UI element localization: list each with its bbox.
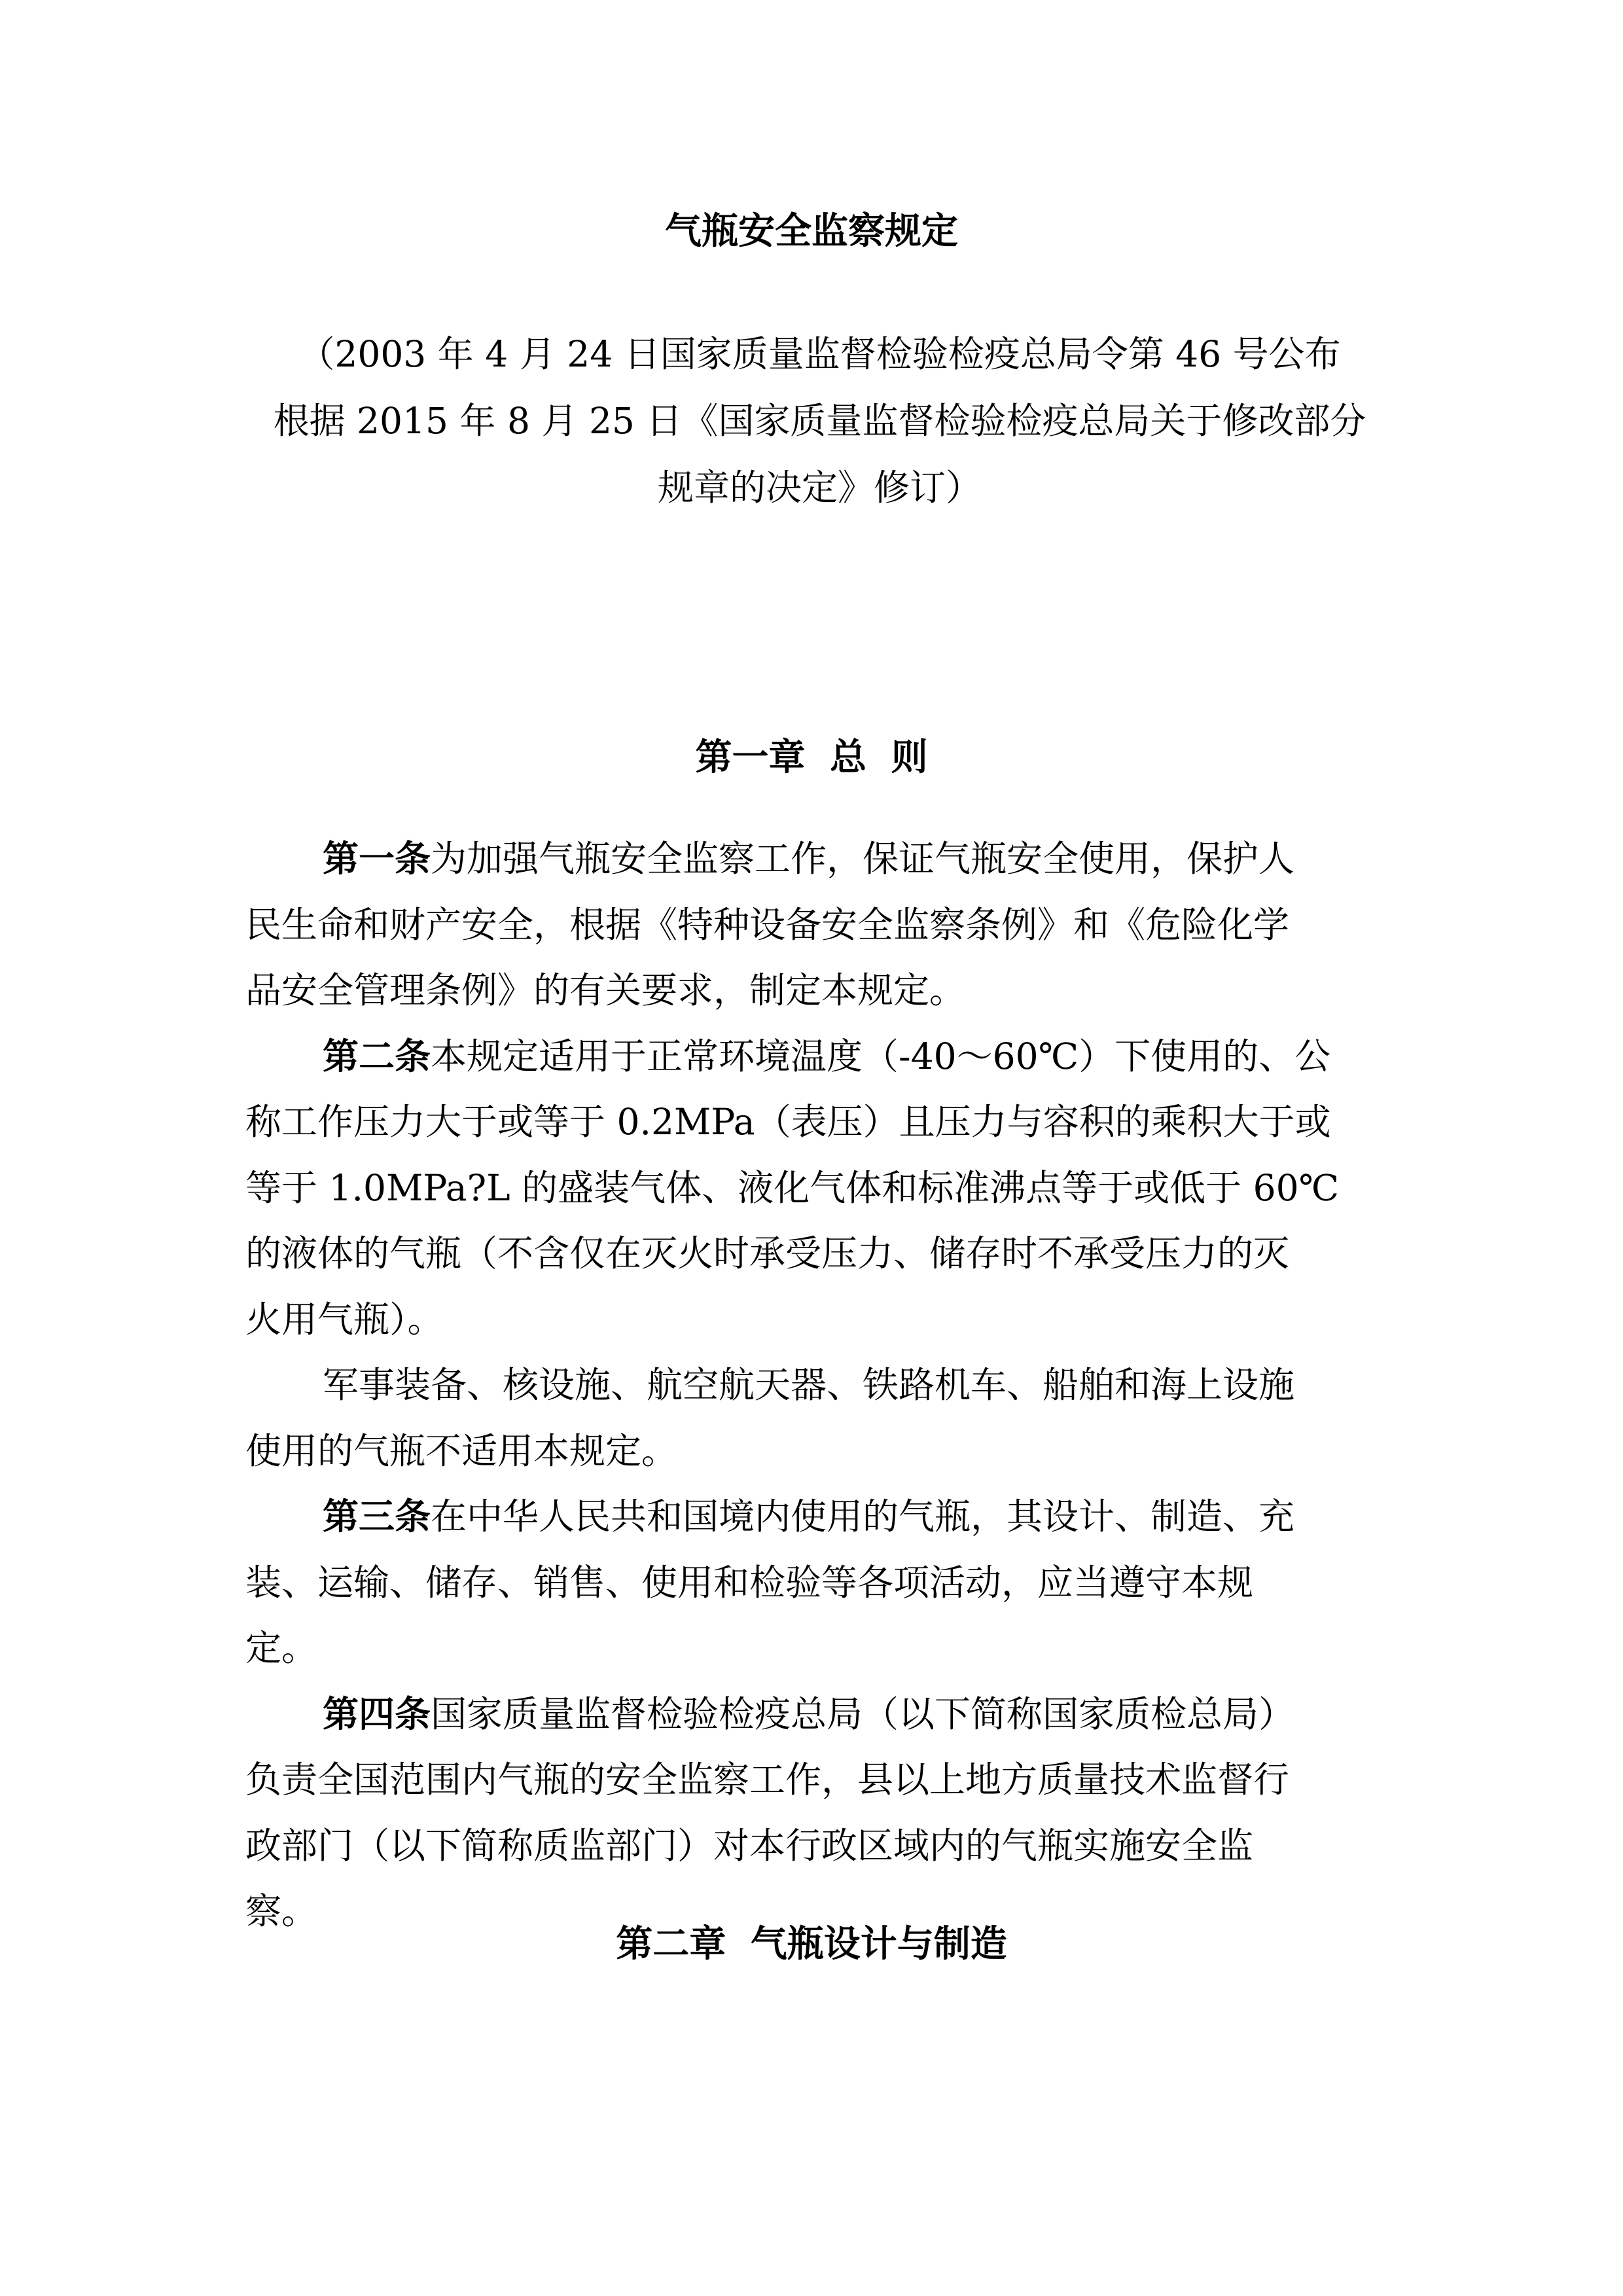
article-1-text: 为加强气瓶安全监察工作，保证气瓶安全使用，保护人: [431, 838, 1295, 880]
article-4-text: 察。: [245, 1890, 318, 1932]
chapter-1-body: [245, 826, 1384, 1945]
article-1-text: 品安全管理条例》的有关要求，制定本规定。: [245, 969, 966, 1011]
article-4: [245, 1681, 1384, 1945]
article-3-text: 定。: [245, 1627, 318, 1669]
article-4-label: 第四条: [323, 1693, 431, 1735]
document-subtitle: [245, 321, 1394, 521]
subtitle-line: 规章的决定》修订）: [657, 467, 982, 509]
article-3-text: 在中华人民共和国境内使用的气瓶，其设计、制造、充: [431, 1496, 1295, 1537]
article-3-text: 装、运输、储存、销售、使用和检验等各项活动，应当遵守本规: [245, 1561, 1254, 1604]
article-2-text: 等于 1.0MPa?L 的盛装气体、液化气体和标准沸点等于或低于 60℃: [245, 1166, 1340, 1209]
article-2-label: 第二条: [323, 1035, 431, 1077]
document-title: 气瓶安全监察规定: [665, 209, 958, 253]
article-3-label: 第三条: [323, 1496, 431, 1537]
chapter-1-heading: 第一章 总 则: [695, 736, 928, 779]
article-2-paragraph-2-text: 使用的气瓶不适用本规定。: [245, 1429, 678, 1472]
article-1-label: 第一条: [323, 838, 431, 880]
article-2-text: 称工作压力大于或等于 0.2MPa（表压）且压力与容积的乘积大于或: [245, 1101, 1331, 1143]
article-4-text: 国家质量监督检验检疫总局（以下简称国家质检总局）: [431, 1693, 1295, 1735]
chapter-2-heading: 第二章 气瓶设计与制造: [616, 1922, 1007, 1965]
article-4-text: 负责全国范围内气瓶的安全监察工作，县以上地方质量技术监督行: [245, 1759, 1290, 1801]
article-4-text: 政部门（以下简称质监部门）对本行政区域内的气瓶实施安全监: [245, 1824, 1254, 1867]
article-2-paragraph-2-text: 军事装备、核设施、航空航天器、铁路机车、船舶和海上设施: [323, 1364, 1295, 1406]
article-2: [245, 1024, 1384, 1353]
article-3: [245, 1484, 1384, 1681]
article-1: [245, 826, 1384, 1024]
subtitle-line: 根据 2015 年 8 月 25 日《国家质量监督检验检疫总局关于修改部分: [273, 400, 1366, 442]
article-2-text: 本规定适用于正常环境温度（-40～60℃）下使用的、公: [431, 1035, 1331, 1077]
article-2-text: 的液体的气瓶（不含仅在灭火时承受压力、储存时不承受压力的灭: [245, 1232, 1290, 1274]
article-2-text: 火用气瓶）。: [245, 1298, 444, 1340]
article-1-text: 民生命和财产安全，根据《特种设备安全监察条例》和《危险化学: [245, 903, 1290, 946]
subtitle-line: （2003 年 4 月 24 日国家质量监督检验检疫总局令第 46 号公布: [298, 333, 1341, 375]
article-2-paragraph-2: [245, 1352, 1384, 1484]
